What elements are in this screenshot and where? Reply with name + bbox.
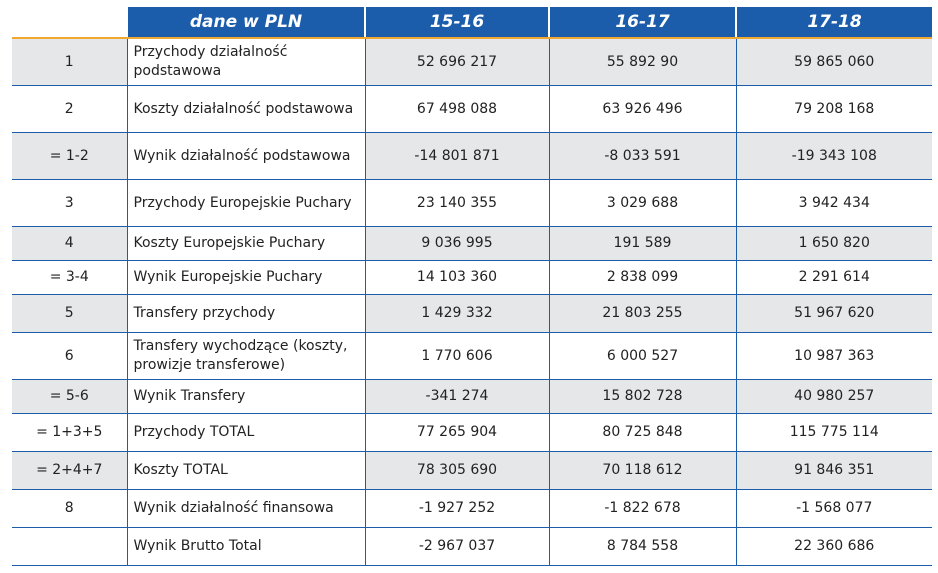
row-index: 5	[12, 295, 127, 333]
value-17-18: 3 942 434	[736, 180, 932, 227]
table-row	[12, 414, 932, 452]
value-15-16: 52 696 217	[365, 38, 549, 86]
value-17-18: 91 846 351	[736, 452, 932, 490]
header-row	[12, 7, 932, 38]
table-row	[12, 133, 932, 180]
row-index: 8	[12, 490, 127, 528]
row-index: 1	[12, 38, 127, 86]
value-17-18: 59 865 060	[736, 38, 932, 86]
value-15-16: -1 927 252	[365, 490, 549, 528]
row-index: 6	[12, 333, 127, 380]
table-row	[12, 380, 932, 414]
value-17-18: 40 980 257	[736, 380, 932, 414]
header-year-1: 15-16	[365, 7, 549, 38]
row-index: = 3-4	[12, 261, 127, 295]
row-label: Przychody działalność podstawowa	[127, 38, 365, 86]
financial-table	[12, 7, 932, 566]
header-blank-cell	[12, 7, 127, 38]
value-17-18: -1 568 077	[736, 490, 932, 528]
value-17-18: 2 291 614	[736, 261, 932, 295]
value-15-16: 14 103 360	[365, 261, 549, 295]
row-label: Koszty działalność podstawowa	[127, 86, 365, 133]
value-17-18: 115 775 114	[736, 414, 932, 452]
row-label: Przychody TOTAL	[127, 414, 365, 452]
row-index: = 2+4+7	[12, 452, 127, 490]
value-16-17: 21 803 255	[549, 295, 736, 333]
table-row	[12, 180, 932, 227]
row-label: Transfery przychody	[127, 295, 365, 333]
value-15-16: 67 498 088	[365, 86, 549, 133]
row-label: Przychody Europejskie Puchary	[127, 180, 365, 227]
table-row	[12, 490, 932, 528]
value-15-16: 77 265 904	[365, 414, 549, 452]
table-row	[12, 295, 932, 333]
value-16-17: 70 118 612	[549, 452, 736, 490]
value-15-16: -341 274	[365, 380, 549, 414]
value-17-18: 79 208 168	[736, 86, 932, 133]
table-row	[12, 528, 932, 566]
row-label: Wynik Transfery	[127, 380, 365, 414]
row-label: Wynik działalność finansowa	[127, 490, 365, 528]
value-16-17: -8 033 591	[549, 133, 736, 180]
value-16-17: -1 822 678	[549, 490, 736, 528]
value-17-18: 22 360 686	[736, 528, 932, 566]
header-label-col: dane w PLN	[127, 7, 365, 38]
table-row	[12, 452, 932, 490]
financial-table-container	[12, 7, 932, 566]
value-15-16: 23 140 355	[365, 180, 549, 227]
value-15-16: 1 770 606	[365, 333, 549, 380]
header-year-2: 16-17	[549, 7, 736, 38]
table-row	[12, 261, 932, 295]
row-label: Koszty Europejskie Puchary	[127, 227, 365, 261]
row-label: Wynik Europejskie Puchary	[127, 261, 365, 295]
value-16-17: 2 838 099	[549, 261, 736, 295]
value-15-16: 9 036 995	[365, 227, 549, 261]
value-16-17: 55 892 90	[549, 38, 736, 86]
row-index: 4	[12, 227, 127, 261]
value-17-18: 1 650 820	[736, 227, 932, 261]
value-16-17: 8 784 558	[549, 528, 736, 566]
value-15-16: -2 967 037	[365, 528, 549, 566]
value-17-18: 10 987 363	[736, 333, 932, 380]
value-17-18: 51 967 620	[736, 295, 932, 333]
table-row	[12, 333, 932, 380]
row-label: Koszty TOTAL	[127, 452, 365, 490]
row-index: = 5-6	[12, 380, 127, 414]
table-row	[12, 38, 932, 86]
row-label: Transfery wychodzące (koszty, prowizje transferowe)	[127, 333, 365, 380]
table-row	[12, 86, 932, 133]
value-15-16: 1 429 332	[365, 295, 549, 333]
row-index	[12, 528, 127, 566]
table-row	[12, 227, 932, 261]
value-16-17: 15 802 728	[549, 380, 736, 414]
value-15-16: -14 801 871	[365, 133, 549, 180]
value-16-17: 191 589	[549, 227, 736, 261]
value-16-17: 80 725 848	[549, 414, 736, 452]
value-16-17: 3 029 688	[549, 180, 736, 227]
row-index: 3	[12, 180, 127, 227]
value-15-16: 78 305 690	[365, 452, 549, 490]
header-year-3: 17-18	[736, 7, 932, 38]
row-label: Wynik działalność podstawowa	[127, 133, 365, 180]
value-16-17: 63 926 496	[549, 86, 736, 133]
row-index: 2	[12, 86, 127, 133]
row-index: = 1+3+5	[12, 414, 127, 452]
row-label: Wynik Brutto Total	[127, 528, 365, 566]
value-17-18: -19 343 108	[736, 133, 932, 180]
value-16-17: 6 000 527	[549, 333, 736, 380]
row-index: = 1-2	[12, 133, 127, 180]
